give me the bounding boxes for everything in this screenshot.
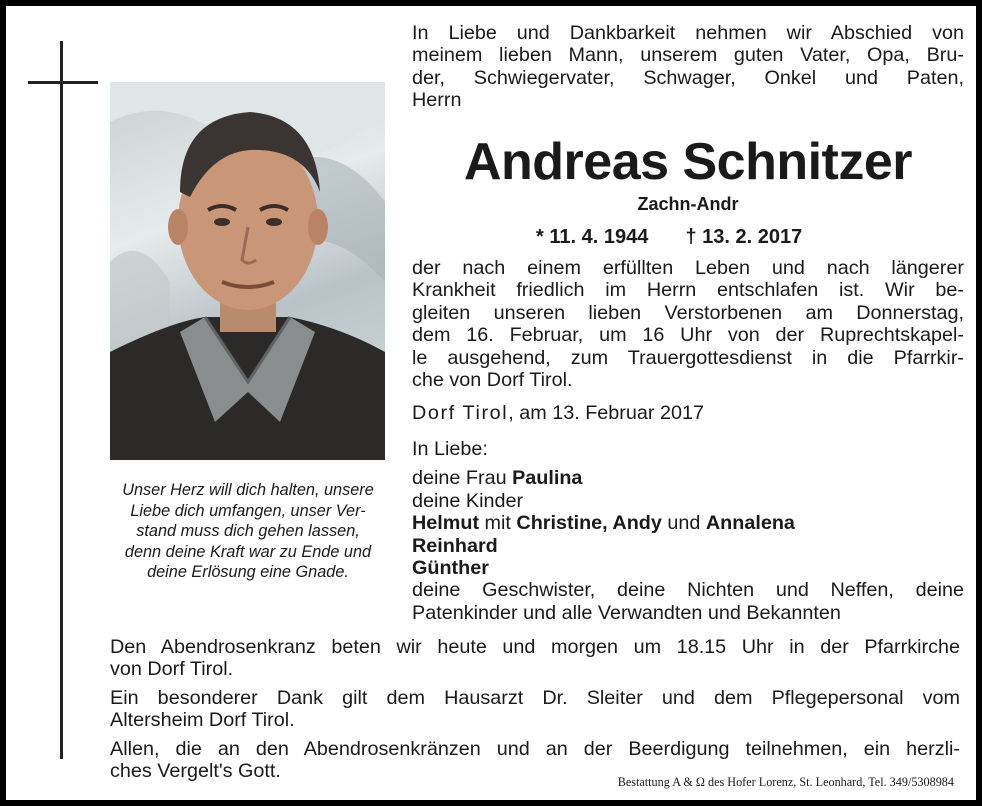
funeral-home-footer: Bestattung A & Ω des Hofer Lorenz, St. Leonhard, Tel. 349/5308984 [617,775,954,789]
mourner-child: Reinhard [412,534,498,557]
verse-line: Liebe dich umfangen, unser Ver- [130,501,366,520]
date: , am 13. Februar 2017 [508,402,704,424]
cross-horizontal-bar [28,81,98,84]
text-line: Patenkinder und alle Verwandten und Bekannten [412,601,841,624]
notice-rosary [110,636,960,681]
text-line: Allen, die an den Abendrosenkränzen und an der Beerdigung teilnehmen, ein herzli- [110,738,960,760]
verse-line: stand muss dich gehen lassen, [136,522,360,540]
notice-thanks [110,687,960,732]
text-line: gleiten unseren lieben Verstorbenen am Donnerstag, [412,301,964,324]
verse-line: deine Erlösung eine Gnade. [147,563,349,581]
mourner-child: Günther [412,557,489,580]
nickname: Zachn-Andr [637,194,739,214]
portrait-photo [110,82,385,460]
portrait-illustration [110,82,385,460]
verse-line: Unser Herz will dich halten, unsere [122,481,374,499]
text-line: deine Geschwister, deine Nichten und Neffen, deine [412,579,964,602]
death-date: † 13. 2. 2017 [685,226,803,248]
text-line: der, Schwiegervater, Schwager, Onkel und Paten, [412,66,964,89]
verse-line: denn deine Kraft war zu Ende und [124,542,372,561]
obituary-card [6,6,976,800]
text-line: meinem lieben Mann, unserem guten Vater, Opa, Bru- [412,44,964,67]
birth-date: * 11. 4. 1944 [536,226,649,248]
cross-vertical-bar [60,41,63,759]
memorial-verse [102,480,394,583]
in-liebe-label: In Liebe: [412,438,488,460]
place: Dorf Tirol [412,402,509,424]
life-dates [536,226,802,249]
mourners-list [412,438,964,624]
text-line: Krankheit friedlich im Herrn entschlafen ist. Wir be- [412,279,964,302]
mourner-wife: deine Frau Paulina [412,467,583,490]
children-label: deine Kinder [412,489,524,512]
intro-text [412,22,964,112]
text-line: In Liebe und Dankbarkeit nehmen wir Abschied von [412,22,964,44]
text-line: der nach einem erfüllten Leben und nach längerer [412,257,964,279]
deceased-name: Andreas Schnitzer [463,133,913,191]
text-line: von Dorf Tirol. [110,658,234,681]
wife-name: Paulina [512,467,583,490]
text-line: che von Dorf Tirol. [412,369,573,392]
text-line: Herrn [412,89,462,112]
place-date-line [412,402,964,424]
text-line: Ein besonderer Dank gilt dem Hausarzt Dr. Sleiter und dem Pflegepersonal vom [110,687,960,709]
text-line: dem 16. Februar, um 16 Uhr von der Ruprechtskapel- [412,324,964,347]
text-line: ches Vergelt's Gott. [110,760,281,783]
mourner-child-family: Helmut mit Christine, Andy und Annalena [412,512,795,535]
text-line: le ausgehend, zum Trauergottesdienst in die Pfarrkir- [412,346,964,369]
text-line: Den Abendrosenkranz beten wir heute und morgen um 18.15 Uhr in der Pfarrkirche [110,636,960,658]
text-line: Altersheim Dorf Tirol. [110,709,295,732]
body-text [412,257,964,391]
